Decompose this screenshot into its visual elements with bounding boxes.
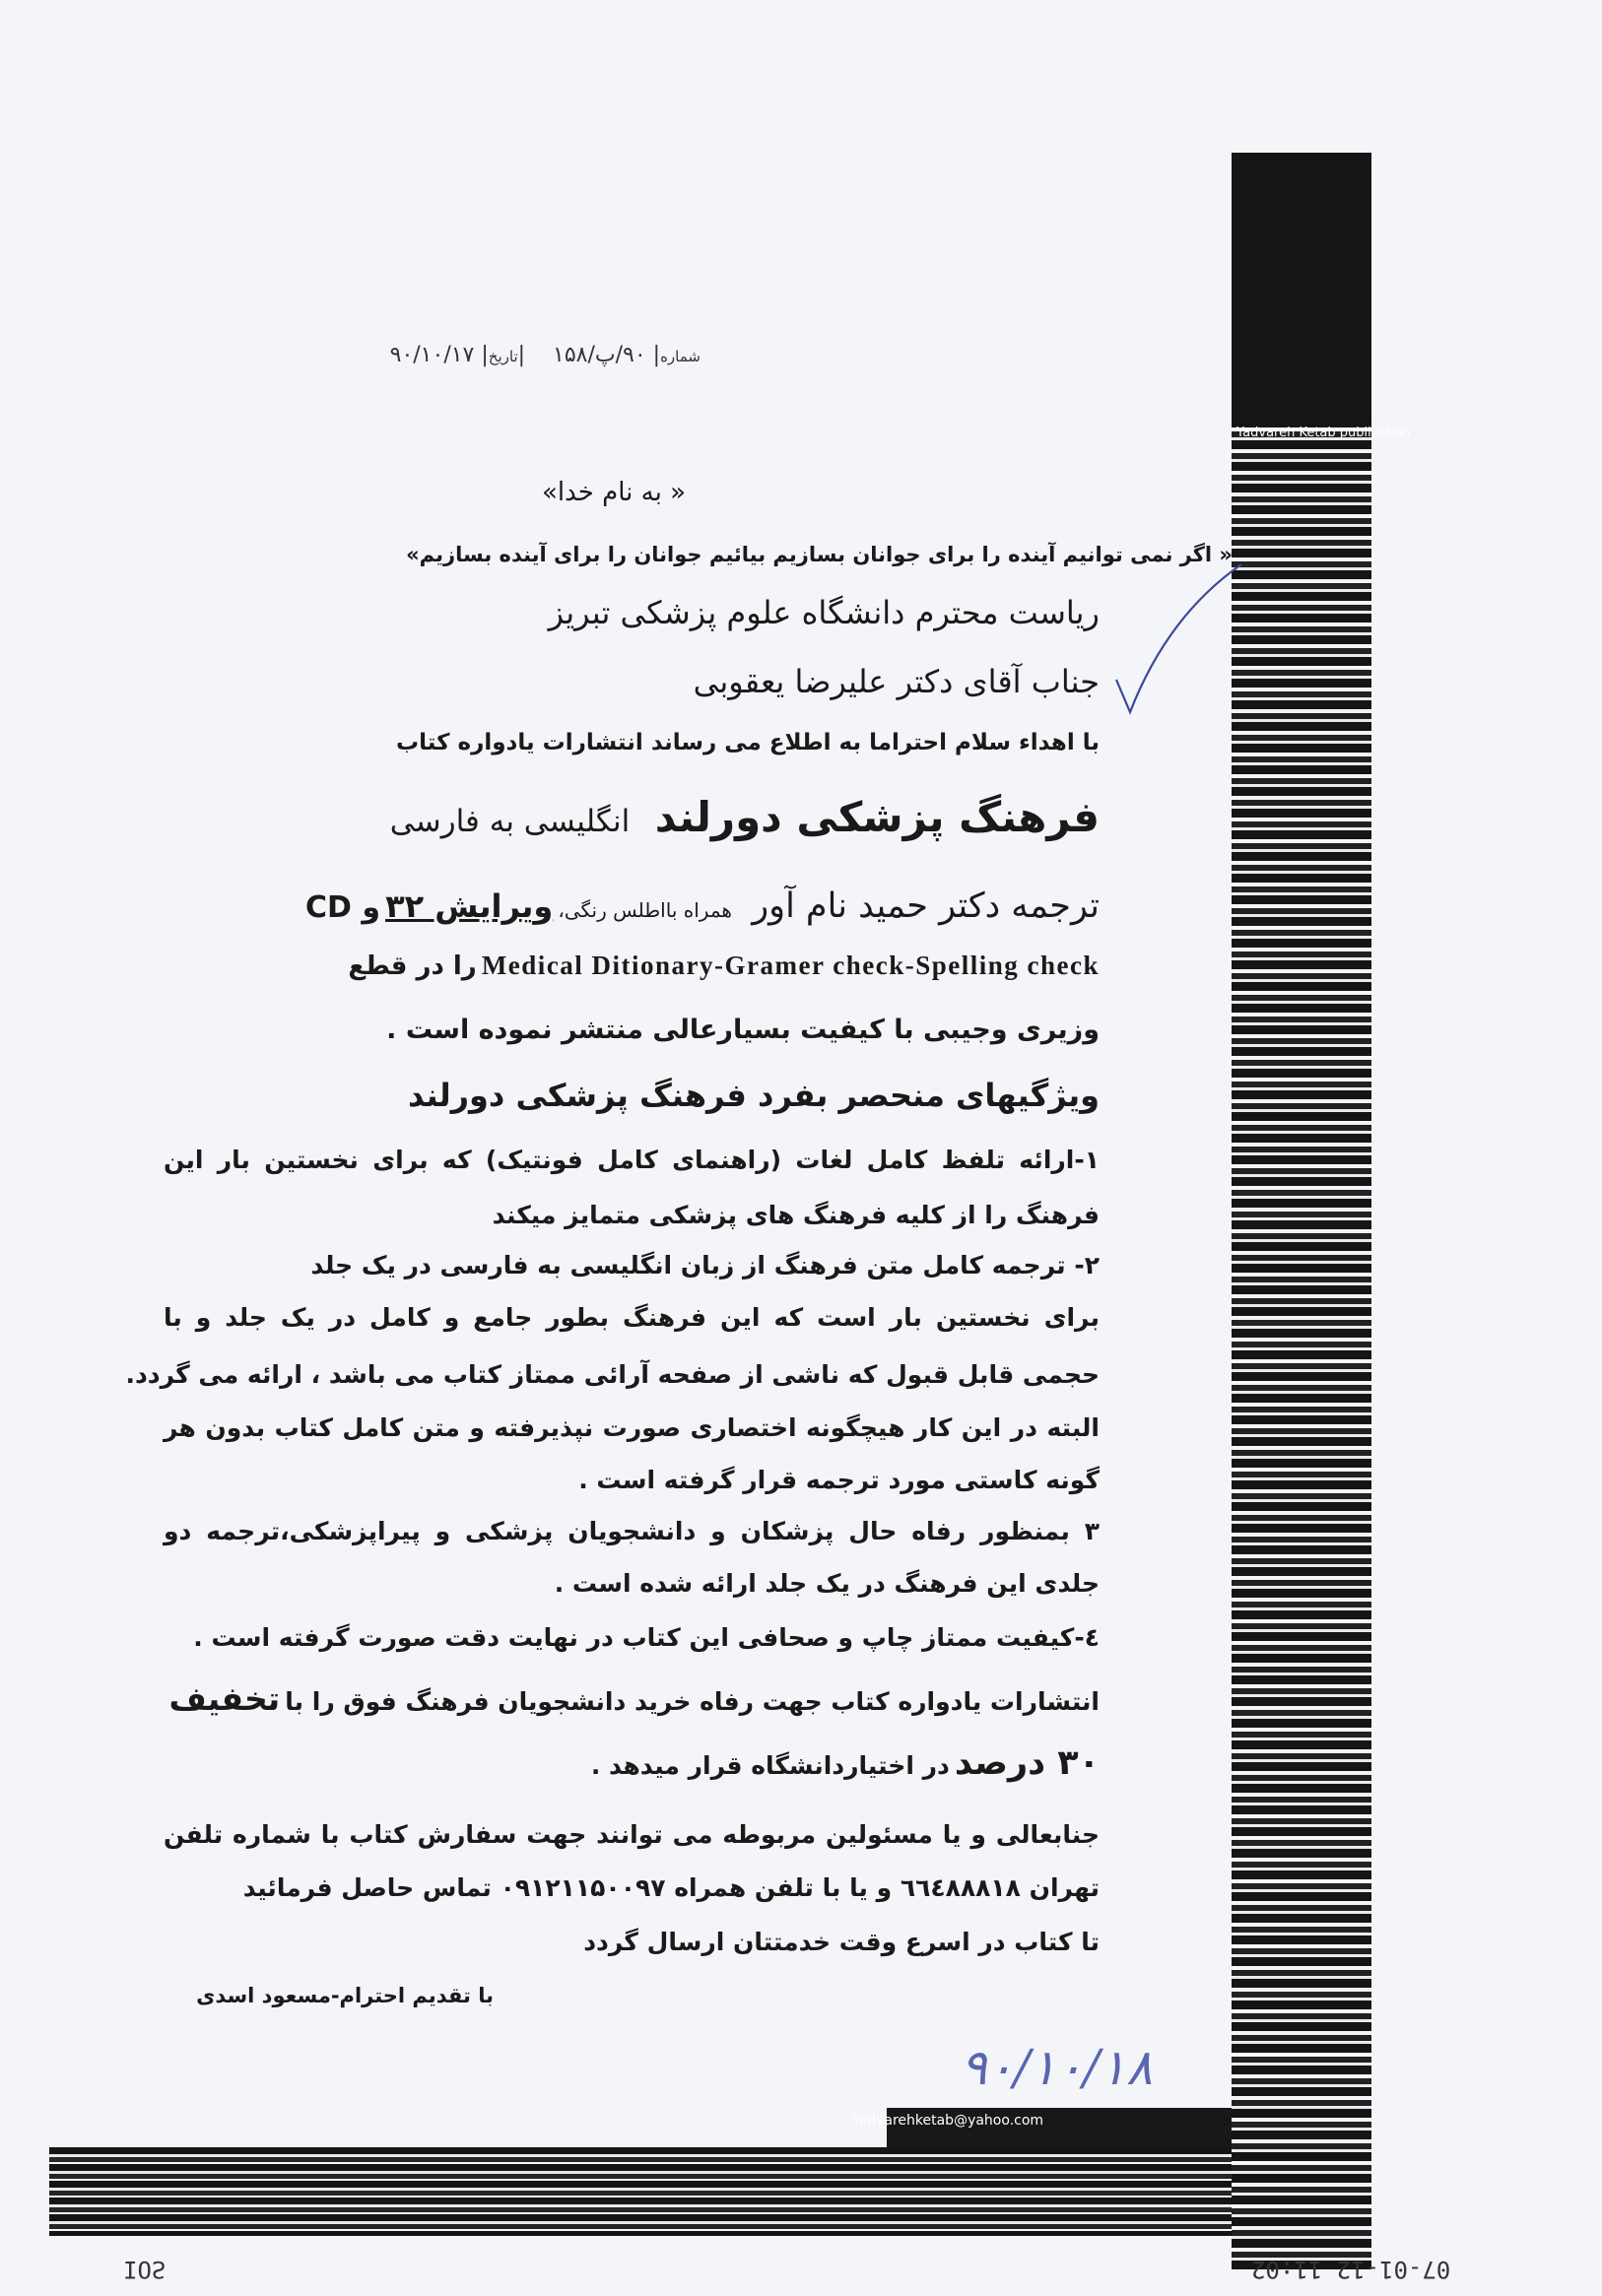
publisher-label: Yadvareh Ketab publication (1236, 426, 1411, 440)
number-value: ۹۰/پ/۱۵۸ (553, 343, 646, 367)
point-2-e: گونه کاستی مورد ترجمه قرار گرفته است . (578, 1466, 1100, 1494)
discount-text: انتشارات یادواره کتاب جهت رفاه خرید دانشجویان فرهنگ فوق را با (285, 1687, 1100, 1716)
bottom-strip-bars (49, 2147, 1232, 2236)
contact-a: جنابعالی و یا مسئولین مربوطه می توانند جهت سفارش کتاب با شماره تلفن (164, 1820, 1100, 1849)
handwritten-date: ۹۰/۱۰/۱۸ (961, 2039, 1153, 2096)
point-2-c: حجمی قابل قبول که ناشی از صفحه آرائی ممتاز کتاب می باشد ، ارائه می گردد. (125, 1360, 1100, 1389)
contact-b: تهران ٦٦٤٨٨٨١٨ و یا با تلفن همراه ۰۹۱۲۱۱۵۰۰۹۷ تماس حاصل فرمائید (242, 1873, 1100, 1902)
point-2-d: البته در این کار هیچگونه اختصاری صورت نپذیرفته و متن کامل کتاب بدون هر (164, 1413, 1100, 1442)
atlas-note: همراه بااطلس رنگی، (558, 898, 732, 922)
point-2-a: ۲- ترجمه کامل متن فرهنگ از زبان انگلیسی به فارسی در یک جلد (310, 1251, 1100, 1279)
check-mark-icon (1108, 557, 1246, 724)
format-line: وزیری وجیبی با کیفیت بسیارعالی منتشر نموده است . (386, 1015, 1100, 1045)
discount-line-2 (591, 1743, 1100, 1783)
discount-line (168, 1679, 1100, 1718)
closing-signature: با تقدیم احترام-مسعود اسدی (196, 1984, 494, 2007)
date-label: تاریخ (488, 348, 518, 365)
cd-label: و CD (304, 890, 380, 925)
translator-line (305, 886, 1100, 926)
publisher-email: Yadvarehketab@yahoo.com (852, 2113, 1044, 2129)
book-title: فرهنگ پزشکی دورلند (654, 793, 1100, 841)
basmala: « به نام خدا» (542, 478, 686, 507)
point-4: ٤-کیفیت ممتاز چاپ و صحافی این کتاب در نهایت دقت صورت گرفته است . (193, 1623, 1100, 1652)
features-line (164, 951, 1100, 981)
discount-text-2: در اختیاردانشگاه قرار میدهد . (590, 1751, 950, 1780)
point-2-b: برای نخستین بار است که این فرهنگ بطور جامع و کامل در یک جلد و با (164, 1303, 1100, 1332)
number-label: شماره (660, 348, 701, 365)
discount-word: تخفیف (168, 1679, 281, 1718)
strip-dark-block (1232, 153, 1371, 419)
features-en: Medical Ditionary-Gramer check-Spelling check (481, 951, 1100, 980)
letter-header: شماره| ۹۰/پ/۱۵۸ |تاریخ| ۹۰/۱۰/۱۷ (389, 343, 701, 367)
edition: ویرایش ۳۲ (385, 887, 554, 925)
features-fa: را در قطع (348, 951, 477, 981)
strip-scan-bars (1232, 419, 1371, 2270)
motto: « اگر نمی توانیم آینده را برای جوانان بسازیم بیائیم جوانان را برای آینده بسازیم» (406, 543, 1233, 566)
bottom-strip-gap (49, 2108, 887, 2147)
fax-stamp: 07-01-12 11:02 (1251, 2256, 1451, 2283)
date-value: ۹۰/۱۰/۱۷ (389, 343, 475, 367)
point-1-a: ۱-ارائه تلفظ کامل لغات (راهنمای کامل فونتیک) که برای نخستین بار این (164, 1146, 1100, 1174)
contact-c: تا کتاب در اسرع وقت خدمتتان ارسال گردد (583, 1928, 1100, 1956)
discount-percent: ۳۰ درصد (954, 1743, 1100, 1783)
page-code: IOS (123, 2256, 167, 2283)
point-3-b: جلدی این فرهنگ در یک جلد ارائه شده است . (554, 1569, 1100, 1598)
decorative-side-strip (1232, 153, 1371, 2270)
greeting: با اهداء سلام احتراما به اطلاع می رساند انتشارات یادواره کتاب (396, 730, 1100, 755)
recipient-name: جناب آقای دکتر علیرضا یعقوبی (693, 663, 1100, 700)
translator: ترجمه دکتر حمید نام آور (752, 886, 1100, 926)
point-1-b: فرهنگ را از کلیه فرهنگ های پزشکی متمایز میکند (492, 1201, 1100, 1229)
book-title-line (390, 793, 1100, 841)
recipient-title: ریاست محترم دانشگاه علوم پزشکی تبریز (548, 594, 1100, 631)
features-heading: ویژگیهای منحصر بفرد فرهنگ پزشکی دورلند (408, 1077, 1100, 1114)
decorative-bottom-strip (49, 2108, 1232, 2236)
point-3-a: ۳ بمنظور رفاه حال پزشکان و دانشجویان پزشکی و پیراپزشکی،ترجمه دو (164, 1517, 1100, 1545)
book-subtitle: انگلیسی به فارسی (389, 804, 631, 839)
